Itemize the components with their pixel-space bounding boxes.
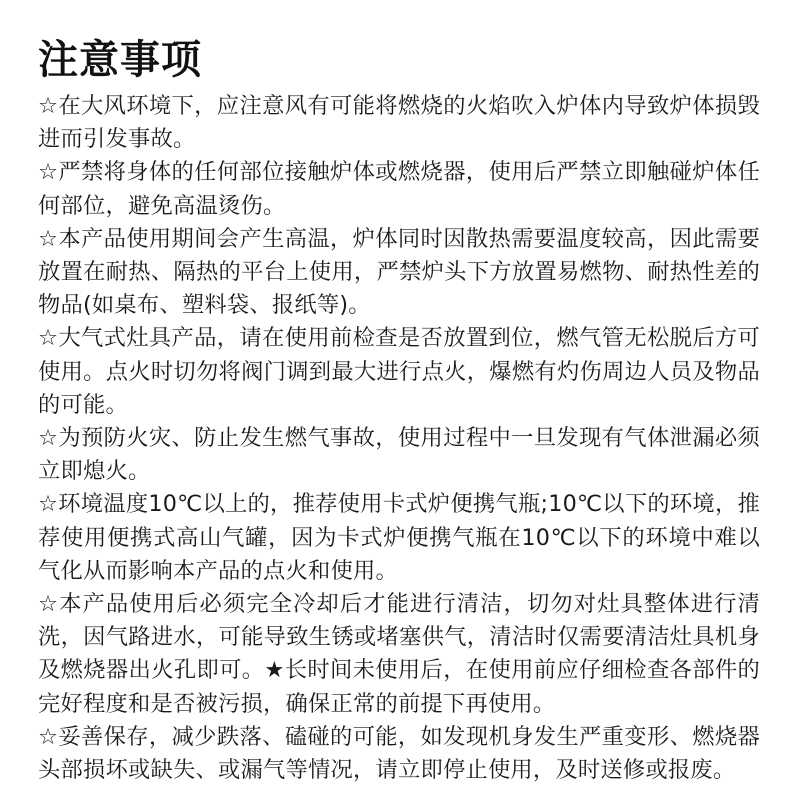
notice-item-heat-placement: ☆本产品使用期间会产生高温，炉体同时因散热需要温度较高，因此需要放置在耐热、隔热的平台上使用，严禁炉头下方放置易燃物、耐热性差的物品(如桌布、塑料袋、报纸等)。 xyxy=(38,225,760,319)
notice-item-no-touch: ☆严禁将身体的任何部位接触炉体或燃烧器，使用后严禁立即触碰炉体任何部位，避免高温烫伤。 xyxy=(38,159,760,219)
notice-item-ignition: ☆大气式灶具产品，请在使用前检查是否放置到位，燃气管无松脱后方可使用。点火时切勿将阀门调到最大进行点火，爆燃有灼伤周边人员及物品的可能。 xyxy=(38,325,760,418)
notice-item-wind: ☆在大风环境下，应注意风有可能将燃烧的火焰吹入炉体内导致炉体损毁进而引发事故。 xyxy=(38,93,760,153)
page-title: 注意事项 xyxy=(38,37,202,83)
notice-item-temperature: ☆环境温度10℃以上的，推荐使用卡式炉便携气瓶;10℃以下的环境，推荐使用便携式高山气罐，因为卡式炉便携气瓶在10℃以下的环境中难以气化从而影响本产品的点火和使用。 xyxy=(38,491,760,584)
notice-item-storage: ☆妥善保存，减少跌落、磕碰的可能，如发现机身发生严重变形、燃烧器头部损坏或缺失、或漏气等情况，请立即停止使用，及时送修或报废。 xyxy=(38,723,760,784)
notice-item-gas-leak: ☆为预防火灾、防止发生燃气事故，使用过程中一旦发现有气体泄漏必须立即熄火。 xyxy=(38,425,760,485)
notice-item-cleaning: ☆本产品使用后必须完全冷却后才能进行清洁，切勿对灶具整体进行清洗，因气路进水，可能导致生锈或堵塞供气，清洁时仅需要清洁灶具机身及燃烧器出火孔即可。★长时间未使用后，在使用前应仔细检查各部件的完好程度和是否被污损，确保正常的前提下再使用。 xyxy=(38,591,760,717)
notice-document xyxy=(38,34,760,787)
notice-list xyxy=(38,90,760,787)
